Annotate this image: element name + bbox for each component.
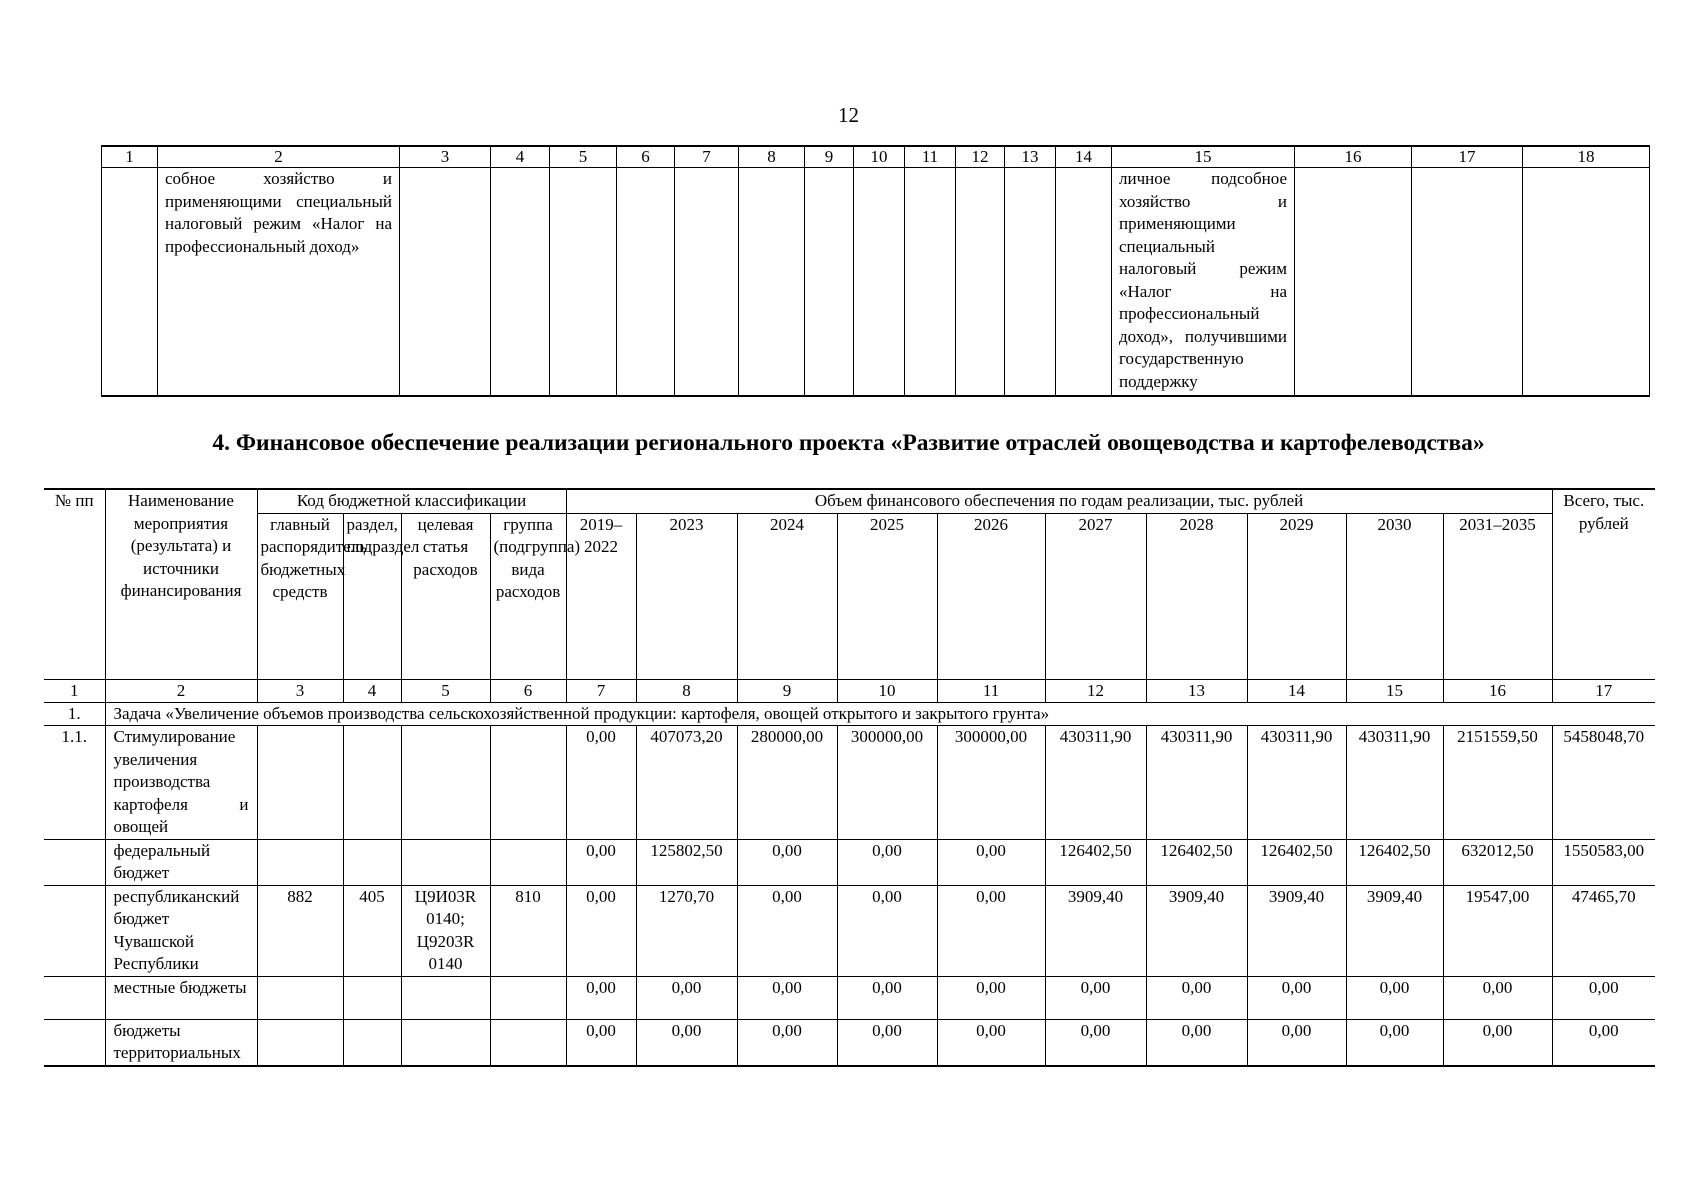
row-value: 0,00 [737,1019,837,1066]
row-value: 0,00 [1443,976,1552,1019]
cell-col2-text: собное хозяйство и применяющими специальный налоговый режим «Налог на профессиональный доход» [158,168,400,396]
header-volume: Объем финансового обеспечения по годам реализации, тыс. рублей [566,489,1552,513]
row-value: 0,00 [636,976,737,1019]
column-number-row [44,679,1655,702]
row-value: 0,00 [566,976,636,1019]
continuation-table [101,145,1650,397]
column-number: 17 [1412,146,1523,168]
row-value: 1270,70 [636,885,737,976]
row-statya [401,1019,490,1066]
header-name: Наименование мероприятия (результата) и источники финансирования [105,489,257,679]
row-value: 126402,50 [1346,839,1443,885]
column-number: 5 [401,679,490,702]
column-number: 13 [1146,679,1247,702]
row-value: 0,00 [837,885,937,976]
header-year: 2027 [1045,513,1146,679]
row-value: 0,00 [1346,1019,1443,1066]
row-grbs [257,839,343,885]
row-name: республиканский бюджет Чувашской Республики [105,885,257,976]
row-gruppa: 810 [490,885,566,976]
column-number: 4 [343,679,401,702]
row-statya: Ц9И03R 0140; Ц9203R 0140 [401,885,490,976]
column-number: 6 [617,146,675,168]
row-value: 0,00 [737,839,837,885]
row-value: 0,00 [1247,1019,1346,1066]
header-year: 2026 [937,513,1045,679]
column-number: 18 [1523,146,1650,168]
row-value: 0,00 [1146,1019,1247,1066]
row-razdel [343,726,401,840]
row-value: 0,00 [737,885,837,976]
header-row [44,489,1655,513]
page-number: 12 [838,103,859,127]
row-razdel: 405 [343,885,401,976]
row-grbs [257,976,343,1019]
row-gruppa [490,839,566,885]
header-total: Всего, тыс. рублей [1552,489,1655,679]
row-value: 430311,90 [1247,726,1346,840]
finance-table [44,488,1655,1067]
row-value: 300000,00 [837,726,937,840]
row-num [44,976,105,1019]
column-number: 17 [1552,679,1655,702]
header-subrow [44,513,1655,679]
column-number: 3 [257,679,343,702]
row-num: 1.1. [44,726,105,840]
row-statya [401,839,490,885]
row-grbs: 882 [257,885,343,976]
table-row [44,976,1655,1019]
header-year: 2019–2022 [566,513,636,679]
section-title: 4. Финансовое обеспечение реализации регионального проекта «Развитие отраслей овощеводства и картофелеводства» [212,430,1485,456]
row-value: 0,00 [837,839,937,885]
header-year: 2024 [737,513,837,679]
column-number: 16 [1295,146,1412,168]
row-grbs [257,726,343,840]
row-total: 0,00 [1552,1019,1655,1066]
row-value: 0,00 [636,1019,737,1066]
column-number: 5 [550,146,617,168]
column-number: 8 [636,679,737,702]
row-value: 0,00 [1346,976,1443,1019]
row-name: федеральный бюджет [105,839,257,885]
column-number-row [102,146,1650,168]
row-num [44,1019,105,1066]
row-total: 5458048,70 [1552,726,1655,840]
row-value: 3909,40 [1146,885,1247,976]
row-value: 0,00 [837,1019,937,1066]
task-num: 1. [44,702,105,726]
row-value: 0,00 [566,1019,636,1066]
row-value: 3909,40 [1346,885,1443,976]
row-value: 430311,90 [1146,726,1247,840]
row-value: 0,00 [737,976,837,1019]
row-value: 0,00 [1045,976,1146,1019]
row-value: 0,00 [1045,1019,1146,1066]
header-year: 2028 [1146,513,1247,679]
table-row [102,168,1650,396]
row-value: 0,00 [937,976,1045,1019]
row-gruppa [490,976,566,1019]
column-number: 10 [837,679,937,702]
row-value: 280000,00 [737,726,837,840]
row-value: 632012,50 [1443,839,1552,885]
cell-col15-text: личное подсобное хозяйство и применяющими специальный налоговый режим «Налог на профессиональный доход», получившими государственную поддержку [1112,168,1295,396]
column-number: 13 [1005,146,1056,168]
column-number: 4 [491,146,550,168]
column-number: 15 [1346,679,1443,702]
row-value: 19547,00 [1443,885,1552,976]
header-budget-code: Код бюджетной классификации [257,489,566,513]
row-value: 0,00 [566,839,636,885]
column-number: 15 [1112,146,1295,168]
row-value: 3909,40 [1045,885,1146,976]
row-value: 0,00 [1146,976,1247,1019]
header-year: 2029 [1247,513,1346,679]
column-number: 7 [566,679,636,702]
column-number: 10 [854,146,905,168]
column-number: 1 [102,146,158,168]
row-value: 125802,50 [636,839,737,885]
row-statya [401,976,490,1019]
row-value: 0,00 [937,839,1045,885]
task-row [44,702,1655,726]
column-number: 2 [105,679,257,702]
table-row [44,1019,1655,1066]
column-number: 7 [675,146,739,168]
column-number: 12 [956,146,1005,168]
task-text: Задача «Увеличение объемов производства сельскохозяйственной продукции: картофеля, овощей открытого и закрытого грунта» [105,702,1655,726]
column-number: 3 [400,146,491,168]
row-total: 47465,70 [1552,885,1655,976]
row-name: бюджеты территориальных [105,1019,257,1066]
column-number: 9 [805,146,854,168]
column-number: 14 [1247,679,1346,702]
row-value: 0,00 [1247,976,1346,1019]
column-number: 14 [1056,146,1112,168]
row-value: 0,00 [937,1019,1045,1066]
row-value: 0,00 [566,885,636,976]
row-value: 2151559,50 [1443,726,1552,840]
row-num [44,885,105,976]
header-code-col: главный распорядитель бюджетных средств [257,513,343,679]
header-year: 2031–2035 [1443,513,1552,679]
row-statya [401,726,490,840]
column-number: 6 [490,679,566,702]
header-code-col: раздел, подраздел [343,513,401,679]
header-num: № пп [44,489,105,679]
header-code-col: группа (подгруппа) вида расходов [490,513,566,679]
column-number: 16 [1443,679,1552,702]
header-year: 2023 [636,513,737,679]
row-razdel [343,1019,401,1066]
row-value: 300000,00 [937,726,1045,840]
row-value: 407073,20 [636,726,737,840]
row-value: 3909,40 [1247,885,1346,976]
header-code-col: целевая статья расходов [401,513,490,679]
column-number: 12 [1045,679,1146,702]
row-razdel [343,976,401,1019]
header-year: 2025 [837,513,937,679]
row-razdel [343,839,401,885]
table-row [44,839,1655,885]
column-number: 8 [739,146,805,168]
column-number: 9 [737,679,837,702]
table-row [44,726,1655,840]
row-num [44,839,105,885]
row-total: 0,00 [1552,976,1655,1019]
row-name: местные бюджеты [105,976,257,1019]
row-value: 0,00 [837,976,937,1019]
header-year: 2030 [1346,513,1443,679]
row-value: 0,00 [566,726,636,840]
row-value: 126402,50 [1045,839,1146,885]
table-row [44,885,1655,976]
row-total: 1550583,00 [1552,839,1655,885]
row-value: 126402,50 [1146,839,1247,885]
row-gruppa [490,1019,566,1066]
row-name: Стимулирование увеличения производства картофеля и овощей [105,726,257,840]
row-value: 0,00 [1443,1019,1552,1066]
row-grbs [257,1019,343,1066]
column-number: 2 [158,146,400,168]
row-value: 430311,90 [1045,726,1146,840]
row-value: 0,00 [937,885,1045,976]
row-value: 126402,50 [1247,839,1346,885]
row-value: 430311,90 [1346,726,1443,840]
row-gruppa [490,726,566,840]
column-number: 1 [44,679,105,702]
column-number: 11 [937,679,1045,702]
column-number: 11 [905,146,956,168]
